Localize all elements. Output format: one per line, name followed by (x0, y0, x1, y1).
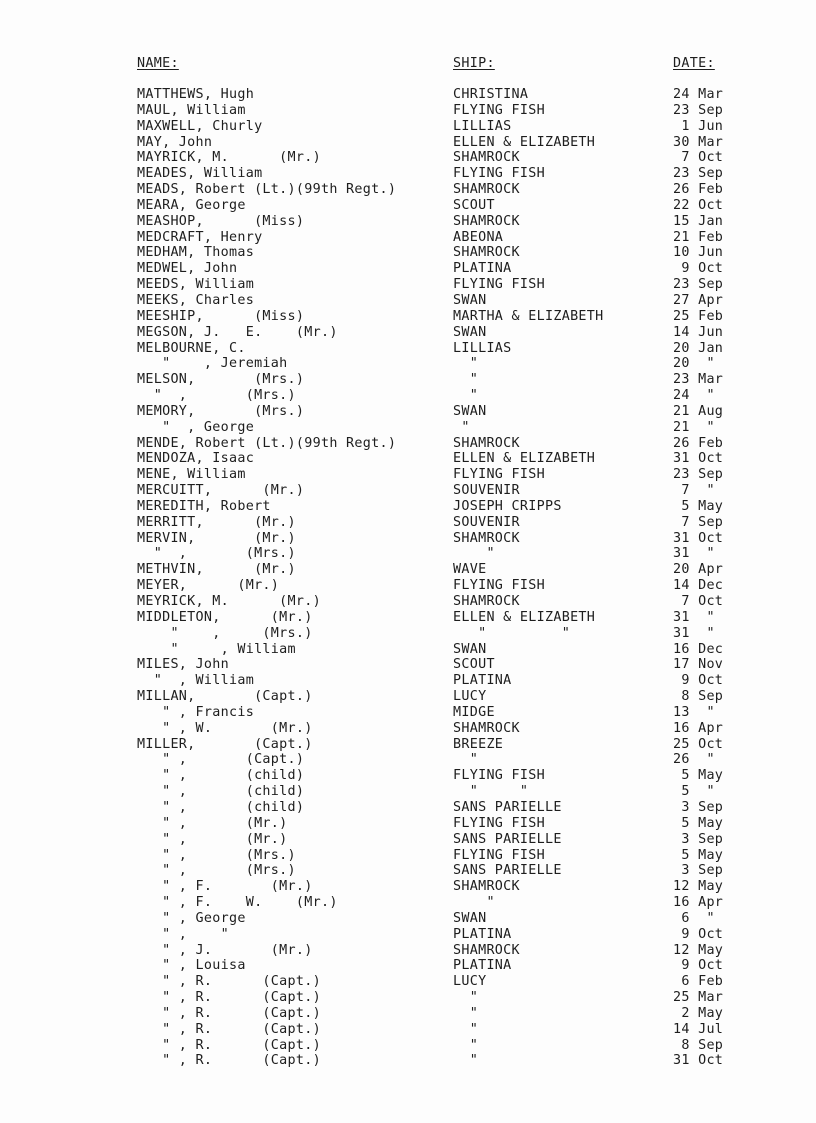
ship-name: LILLIAS (453, 118, 512, 134)
arrival-date: 9 Oct (673, 926, 724, 942)
passenger-name: MAY, John (137, 134, 213, 150)
arrival-date: 8 Sep (673, 689, 724, 705)
ship-name: " (453, 1037, 479, 1053)
arrival-date: 17 Nov (673, 657, 724, 673)
arrival-date: 14 Jul (673, 1021, 724, 1037)
arrival-date: 20 " (673, 356, 715, 372)
passenger-name: MEEKS, Charles (137, 292, 255, 308)
arrival-date: 9 Oct (673, 261, 724, 277)
passenger-name: MEDHAM, Thomas (137, 245, 255, 261)
ship-name: SHAMROCK (453, 594, 520, 609)
list-item (0, 483, 816, 499)
arrival-date: 25 Feb (673, 308, 724, 324)
ship-name: " (453, 1021, 479, 1037)
arrival-date: 31 Oct (673, 451, 724, 467)
list-item (0, 1053, 816, 1069)
arrival-date: 31 Oct (673, 1053, 724, 1069)
list-item (0, 230, 816, 246)
passenger-name: " , (Mrs.) (137, 388, 296, 404)
ship-name: MARTHA & ELIZABETH (453, 308, 604, 324)
ship-name: PLATINA (453, 958, 512, 974)
ship-name: FLYING FISH (453, 102, 545, 118)
passenger-name: MEYER, (Mr.) (137, 578, 280, 594)
list-item (0, 372, 816, 388)
list-item (0, 879, 816, 895)
arrival-date: 6 " (673, 910, 715, 926)
list-item (0, 594, 816, 610)
passenger-name: " , F. (Mr.) (137, 879, 313, 895)
ship-name: LUCY (453, 974, 487, 990)
passenger-name: " , " (137, 926, 229, 942)
ship-name: JOSEPH CRIPPS (453, 498, 562, 514)
passenger-name: " , William (137, 673, 255, 689)
passenger-name: " , William (137, 641, 296, 657)
ship-name: PLATINA (453, 673, 512, 689)
ship-name: " (453, 419, 470, 435)
arrival-date: 7 Oct (673, 150, 724, 166)
ship-name: " (453, 752, 479, 768)
arrival-date: 3 Sep (673, 863, 724, 879)
list-item (0, 182, 816, 198)
arrival-date: 31 " (673, 609, 715, 625)
passenger-name: MEYRICK, M. (Mr.) (137, 594, 321, 609)
list-item (0, 214, 816, 230)
ship-name: ABEONA (453, 229, 504, 245)
arrival-date: 21 Feb (673, 229, 724, 245)
ship-name: LILLIAS (453, 340, 512, 356)
list-item (0, 1038, 816, 1054)
list-item (0, 800, 816, 816)
arrival-date: 14 Jun (673, 324, 724, 340)
arrival-date: 26 " (673, 752, 715, 768)
list-item (0, 863, 816, 879)
passenger-name: MILLER, (Capt.) (137, 736, 313, 752)
arrival-date: 25 Oct (673, 736, 724, 752)
passenger-name: MEMORY, (Mrs.) (137, 403, 305, 419)
passenger-name: " , (Mrs.) (137, 863, 296, 879)
arrival-date: 23 Sep (673, 102, 724, 118)
list-item (0, 705, 816, 721)
ship-name: SWAN (453, 403, 487, 419)
passenger-name: MAXWELL, Churly (137, 118, 263, 134)
arrival-date: 16 Apr (673, 720, 724, 736)
ship-name: " (453, 372, 479, 388)
arrival-date: 16 Dec (673, 641, 724, 657)
list-item (0, 848, 816, 864)
passenger-name: " , J. (Mr.) (137, 942, 313, 958)
passenger-name: MAYRICK, M. (Mr.) (137, 150, 321, 166)
list-item (0, 451, 816, 467)
list-item (0, 974, 816, 990)
ship-name: PLATINA (453, 261, 512, 277)
list-item (0, 341, 816, 357)
arrival-date: 16 Apr (673, 895, 724, 911)
passenger-name: MILES, John (137, 657, 229, 673)
list-item (0, 293, 816, 309)
passenger-name: " , (child) (137, 799, 305, 815)
list-item (0, 927, 816, 943)
list-item (0, 943, 816, 959)
list-item (0, 816, 816, 832)
passenger-name: MEADES, William (137, 166, 263, 182)
ship-name: SOUVENIR (453, 483, 520, 499)
ship-name: CHRISTINA (453, 87, 529, 102)
ship-name: SHAMROCK (453, 720, 520, 736)
ship-name: FLYING FISH (453, 166, 545, 182)
passenger-name: " , Louisa (137, 958, 246, 974)
list-item (0, 420, 816, 436)
ship-name: ELLEN & ELIZABETH (453, 609, 596, 625)
ship-name: FLYING FISH (453, 815, 545, 831)
ship-name: SHAMROCK (453, 942, 520, 958)
arrival-date: 9 Oct (673, 958, 724, 974)
list-item (0, 261, 816, 277)
list-item (0, 911, 816, 927)
ship-name: FLYING FISH (453, 768, 545, 784)
passenger-name: MEDCRAFT, Henry (137, 229, 263, 245)
ship-name: PLATINA (453, 926, 512, 942)
ship-name: SHAMROCK (453, 213, 520, 229)
arrival-date: 22 Oct (673, 197, 724, 213)
ship-name: " (453, 1005, 479, 1021)
ship-column-header: SHIP: (453, 56, 495, 71)
passenger-name: " , R. (Capt.) (137, 990, 321, 1006)
passenger-name: MENDOZA, Isaac (137, 451, 255, 467)
ship-name: " " (453, 625, 571, 641)
list-item (0, 119, 816, 135)
ship-name: FLYING FISH (453, 467, 545, 483)
passenger-name: MERRITT, (Mr.) (137, 514, 296, 530)
ship-name: " " (453, 784, 529, 800)
arrival-date: 26 Feb (673, 435, 724, 451)
passenger-name: MEGSON, J. E. (Mr.) (137, 324, 338, 340)
ship-name: " (453, 356, 479, 372)
arrival-date: 21 Aug (673, 403, 724, 419)
passenger-name: " , (Mrs.) (137, 847, 296, 863)
passenger-name: " , R. (Capt.) (137, 1021, 321, 1037)
passenger-name: " , (Mrs.) (137, 546, 296, 562)
ship-name: SWAN (453, 292, 487, 308)
list-item (0, 325, 816, 341)
arrival-date: 5 May (673, 768, 724, 784)
ship-name: SANS PARIELLE (453, 799, 562, 815)
list-item (0, 562, 816, 578)
ship-name: " (453, 990, 479, 1006)
ship-name: SCOUT (453, 657, 495, 673)
arrival-date: 25 Mar (673, 990, 724, 1006)
list-item (0, 499, 816, 515)
passenger-name: MENDE, Robert (Lt.)(99th Regt.) (137, 435, 397, 451)
list-item (0, 784, 816, 800)
arrival-date: 5 May (673, 847, 724, 863)
ship-name: SWAN (453, 910, 487, 926)
passenger-name: MEREDITH, Robert (137, 498, 271, 514)
list-item (0, 198, 816, 214)
list-item (0, 546, 816, 562)
list-item (0, 958, 816, 974)
arrival-date: 30 Mar (673, 134, 724, 150)
arrival-date: 20 Jan (673, 340, 724, 356)
arrival-date: 1 Jun (673, 118, 724, 134)
list-item (0, 1006, 816, 1022)
list-item (0, 610, 816, 626)
ship-name: SWAN (453, 324, 487, 340)
list-item (0, 467, 816, 483)
passenger-name: METHVIN, (Mr.) (137, 562, 296, 578)
ship-name: " (453, 895, 495, 911)
list-item (0, 689, 816, 705)
arrival-date: 5 May (673, 815, 724, 831)
ship-name: " (453, 388, 479, 404)
passenger-name: " , (Capt.) (137, 752, 305, 768)
ship-name: FLYING FISH (453, 277, 545, 293)
passenger-name: MEARA, George (137, 197, 246, 213)
passenger-name: " , (Mr.) (137, 831, 288, 847)
arrival-date: 24 " (673, 388, 715, 404)
list-item (0, 578, 816, 594)
arrival-date: 6 Feb (673, 974, 724, 990)
ship-name: SWAN (453, 641, 487, 657)
arrival-date: 7 Oct (673, 594, 724, 609)
passenger-name: " , (Mr.) (137, 815, 288, 831)
ship-name: ELLEN & ELIZABETH (453, 134, 596, 150)
ship-name: LUCY (453, 689, 487, 705)
ship-name: SHAMROCK (453, 150, 520, 166)
list-item (0, 1022, 816, 1038)
arrival-date: 23 Sep (673, 277, 724, 293)
ship-name: SHAMROCK (453, 435, 520, 451)
arrival-date: 20 Apr (673, 562, 724, 578)
arrival-date: 31 " (673, 546, 715, 562)
arrival-date: 2 May (673, 1005, 724, 1021)
list-item (0, 356, 816, 372)
list-item (0, 103, 816, 119)
column-header-row (0, 56, 816, 87)
passenger-name: " , R. (Capt.) (137, 1037, 321, 1053)
arrival-date: 5 " (673, 784, 715, 800)
list-item (0, 531, 816, 547)
passenger-name: " , George (137, 910, 246, 926)
ship-name: SANS PARIELLE (453, 831, 562, 847)
list-item (0, 737, 816, 753)
ship-name: " (453, 1053, 479, 1069)
arrival-date: 23 Mar (673, 372, 724, 388)
list-item (0, 515, 816, 531)
list-item (0, 388, 816, 404)
passenger-name: MERVIN, (Mr.) (137, 530, 296, 546)
ship-name: SHAMROCK (453, 245, 520, 261)
list-item (0, 87, 816, 103)
passenger-name: MEDWEL, John (137, 261, 238, 277)
ship-name: " (453, 546, 495, 562)
ship-name: ELLEN & ELIZABETH (453, 451, 596, 467)
ship-name: SHAMROCK (453, 530, 520, 546)
list-item (0, 150, 816, 166)
date-column-header: DATE: (673, 56, 715, 71)
list-body (0, 87, 816, 1069)
passenger-name: MEEDS, William (137, 277, 255, 293)
passenger-name: " , R. (Capt.) (137, 1053, 321, 1069)
arrival-date: 9 Oct (673, 673, 724, 689)
list-item (0, 642, 816, 658)
passenger-name: MENE, William (137, 467, 246, 483)
passenger-name: MEASHOP, (Miss) (137, 213, 305, 229)
passenger-name: MEADS, Robert (Lt.)(99th Regt.) (137, 182, 397, 198)
list-item (0, 895, 816, 911)
ship-name: SCOUT (453, 197, 495, 213)
passenger-name: " , R. (Capt.) (137, 974, 321, 990)
arrival-date: 3 Sep (673, 831, 724, 847)
arrival-date: 12 May (673, 942, 724, 958)
name-column-header: NAME: (137, 56, 179, 71)
list-item (0, 436, 816, 452)
passenger-name: MIDDLETON, (Mr.) (137, 609, 313, 625)
arrival-date: 7 " (673, 483, 715, 499)
ship-name: SHAMROCK (453, 879, 520, 895)
list-item (0, 626, 816, 642)
arrival-date: 8 Sep (673, 1037, 724, 1053)
list-item (0, 990, 816, 1006)
passenger-name: " , F. W. (Mr.) (137, 895, 338, 911)
list-item (0, 309, 816, 325)
arrival-date: 5 May (673, 498, 724, 514)
passenger-name: MELBOURNE, C. (137, 340, 246, 356)
arrival-date: 23 Sep (673, 166, 724, 182)
list-item (0, 673, 816, 689)
passenger-name: " , R. (Capt.) (137, 1005, 321, 1021)
passenger-name: " , Francis (137, 704, 255, 720)
list-item (0, 166, 816, 182)
passenger-name: MILLAN, (Capt.) (137, 689, 313, 705)
arrival-date: 14 Dec (673, 578, 724, 594)
arrival-date: 13 " (673, 704, 715, 720)
list-item (0, 657, 816, 673)
arrival-date: 31 " (673, 625, 715, 641)
list-item (0, 721, 816, 737)
passenger-name: MERCUITT, (Mr.) (137, 483, 305, 499)
ship-name: FLYING FISH (453, 578, 545, 594)
arrival-date: 3 Sep (673, 799, 724, 815)
passenger-name: MATTHEWS, Hugh (137, 87, 255, 102)
passenger-name: MEESHIP, (Miss) (137, 308, 305, 324)
ship-name: SOUVENIR (453, 514, 520, 530)
ship-name: WAVE (453, 562, 487, 578)
passenger-name: " , (child) (137, 768, 305, 784)
passenger-list (0, 56, 816, 1069)
list-item (0, 277, 816, 293)
list-item (0, 245, 816, 261)
list-item (0, 752, 816, 768)
arrival-date: 7 Sep (673, 514, 724, 530)
arrival-date: 23 Sep (673, 467, 724, 483)
passenger-name: " , George (137, 419, 255, 435)
arrival-date: 12 May (673, 879, 724, 895)
passenger-name: " , (Mrs.) (137, 625, 313, 641)
list-item (0, 832, 816, 848)
passenger-name: " , (child) (137, 784, 305, 800)
arrival-date: 24 Mar (673, 87, 724, 102)
ship-name: SANS PARIELLE (453, 863, 562, 879)
passenger-name: " , Jeremiah (137, 356, 288, 372)
arrival-date: 27 Apr (673, 292, 724, 308)
arrival-date: 21 " (673, 419, 715, 435)
arrival-date: 31 Oct (673, 530, 724, 546)
arrival-date: 10 Jun (673, 245, 724, 261)
list-item (0, 135, 816, 151)
passenger-name: MAUL, William (137, 102, 246, 118)
ship-name: MIDGE (453, 704, 495, 720)
passenger-name: " , W. (Mr.) (137, 720, 313, 736)
ship-name: SHAMROCK (453, 182, 520, 198)
ship-name: FLYING FISH (453, 847, 545, 863)
list-item (0, 404, 816, 420)
ship-name: BREEZE (453, 736, 504, 752)
arrival-date: 26 Feb (673, 182, 724, 198)
list-item (0, 768, 816, 784)
passenger-name: MELSON, (Mrs.) (137, 372, 305, 388)
arrival-date: 15 Jan (673, 213, 724, 229)
